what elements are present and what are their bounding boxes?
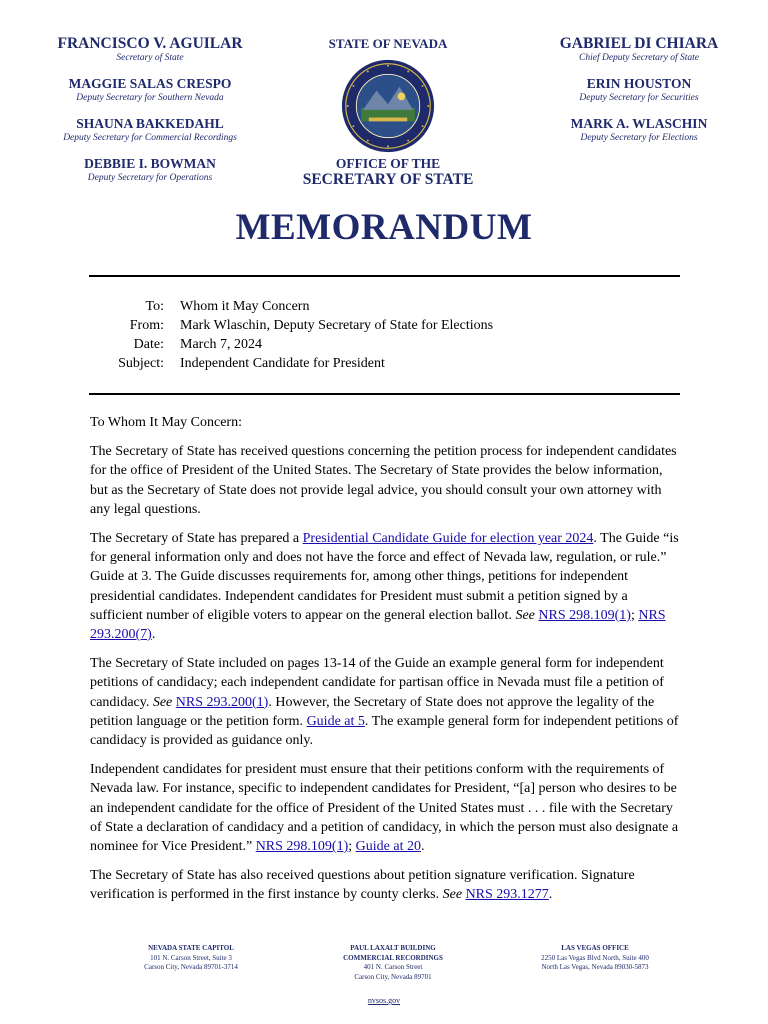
- see-signal: See: [515, 607, 535, 623]
- footer-address: 2250 Las Vegas Blvd North, Suite 400: [541, 953, 649, 962]
- from-label: From:: [129, 318, 164, 333]
- text: ;: [348, 839, 356, 855]
- footer-capitol: [91, 944, 291, 973]
- text: The Secretary of State has also received questions about petition signature verification. Signature verification is performed in the first instance by county clerks.: [90, 868, 635, 903]
- official-name: ERIN HOUSTON: [586, 76, 692, 91]
- official-name: MARK A. WLASCHIN: [570, 116, 708, 131]
- text: The Secretary of State has prepared a: [90, 531, 303, 547]
- subject-label: Subject:: [118, 356, 164, 371]
- official-title: Deputy Secretary for Commercial Recordings: [63, 133, 237, 143]
- nrs-293-200-7-link[interactable]: NRS 293.200(7): [90, 607, 666, 643]
- official-title: Deputy Secretary for Elections: [580, 133, 698, 143]
- paragraph-2: [90, 529, 682, 644]
- letterhead-center: [268, 36, 508, 189]
- guide-at-20-link[interactable]: Guide at 20: [355, 839, 421, 855]
- memo-body: [90, 413, 682, 915]
- text: . However, the Secretary of State does not approve the legality of the petition language or the petition form.: [90, 694, 655, 729]
- footer-heading: COMMERCIAL RECORDINGS: [343, 953, 443, 962]
- text: Independent candidates for president must ensure that their petitions conform with the requirements of Nevada law. For instance, specific to independent candidates for President, “[a] person who desires to be an independent candidate for the office of President of the United States must . . . file with the Secretary of State a declaration of candidacy and a petition of candidacy, in which the person must also designate a nominee for Vice President.”: [90, 762, 679, 855]
- header-row-date: [100, 335, 493, 354]
- guide-at-5-link[interactable]: Guide at 5: [306, 713, 365, 729]
- official-name: MAGGIE SALAS CRESPO: [68, 76, 232, 91]
- paragraph-4: [90, 760, 682, 856]
- header-row-to: [100, 297, 493, 316]
- office-line-1: OFFICE OF THE: [335, 156, 441, 171]
- office-line-2: SECRETARY OF STATE: [302, 171, 474, 188]
- footer-heading: PAUL LAXALT BUILDING: [350, 944, 436, 952]
- divider: [89, 275, 680, 277]
- see-signal: See: [152, 694, 173, 710]
- text: .: [420, 839, 425, 855]
- footer-address: Carson City, Nevada 89701: [354, 972, 432, 981]
- text: . The Guide “is for general information only and does not have the force and effect of Nevada law, regulation, or rule.” Guide at 3. The Guide discusses requirements for, among other things, petitions for independent presidential candidates. Independent candidates for President must submit a petition signed by a sufficient number of eligible voters to appear on the general election ballot.: [90, 531, 679, 623]
- letterhead-right: [514, 36, 764, 156]
- text: .: [548, 887, 553, 903]
- letterhead-left: [30, 36, 270, 196]
- salutation: To Whom It May Concern:: [90, 415, 242, 430]
- text: .: [151, 627, 156, 643]
- date-value: March 7, 2024: [180, 337, 263, 352]
- official-title: Deputy Secretary for Operations: [87, 173, 213, 183]
- official-name: SHAUNA BAKKEDAHL: [76, 116, 224, 131]
- text: The Secretary of State included on pages 13-14 of the Guide an example general form for independent petitions of candidacy; each independent candidate for partisan office in Nevada must file a petition of candidacy.: [90, 656, 664, 710]
- subject-value: Independent Candidate for President: [180, 356, 385, 371]
- official-name: DEBBIE I. BOWMAN: [84, 156, 216, 171]
- website-link[interactable]: nvsos.gov: [367, 996, 401, 1005]
- paragraph-3: [90, 654, 682, 750]
- official-title: Deputy Secretary for Securities: [579, 93, 699, 103]
- footer-heading: LAS VEGAS OFFICE: [561, 944, 629, 952]
- nrs-293-200-1-link[interactable]: NRS 293.200(1): [175, 694, 269, 710]
- nrs-298-109-link[interactable]: NRS 298.109(1): [255, 839, 349, 855]
- header-row-from: [100, 316, 493, 335]
- from-value: Mark Wlaschin, Deputy Secretary of State for Elections: [180, 318, 494, 333]
- memo-header: [100, 297, 493, 373]
- paragraph-1: The Secretary of State has received questions concerning the petition process for independent candidates for the office of President of the United States. The Secretary of State provides the below information, but as the Secretary of State does not provide legal advice, you should consult your own attorney with any legal questions.: [90, 444, 677, 517]
- text: ;: [630, 607, 639, 623]
- date-label: Date:: [133, 337, 164, 352]
- presidential-guide-link[interactable]: Presidential Candidate Guide for election year 2024: [302, 531, 594, 547]
- divider: [89, 393, 680, 395]
- paragraph-5: [90, 866, 682, 904]
- footer-website: [0, 996, 768, 1006]
- memo-title: MEMORANDUM: [235, 207, 533, 248]
- see-signal: See: [442, 887, 463, 903]
- nevada-seal-icon: [340, 58, 436, 154]
- footer-address: North Las Vegas, Nevada 89030-5873: [541, 963, 649, 971]
- text: . The example general form for independent petitions of candidacy is provided as guidance only.: [90, 713, 679, 749]
- official-name: GABRIEL DI CHIARA: [559, 35, 719, 52]
- nrs-293-1277-link[interactable]: NRS 293.1277: [465, 887, 549, 903]
- to-label: To:: [145, 299, 164, 314]
- footer-address: 401 N. Carson Street: [363, 963, 423, 971]
- footer-las-vegas: [495, 944, 695, 973]
- official-name: FRANCISCO V. AGUILAR: [57, 35, 243, 52]
- official-title: Chief Deputy Secretary of State: [579, 53, 699, 63]
- official-title: Secretary of State: [116, 53, 184, 63]
- official-title: Deputy Secretary for Southern Nevada: [76, 93, 224, 103]
- footer-laxalt: [293, 944, 493, 982]
- footer-address: 101 N. Carson Street, Suite 3: [150, 953, 232, 962]
- header-row-subject: [100, 354, 493, 373]
- nrs-298-109-link[interactable]: NRS 298.109(1): [538, 607, 631, 623]
- state-name: STATE OF NEVADA: [328, 36, 448, 51]
- footer-heading: NEVADA STATE CAPITOL: [148, 944, 234, 952]
- footer-address: Carson City, Nevada 89701-3714: [144, 963, 238, 971]
- to-value: Whom it May Concern: [180, 299, 310, 314]
